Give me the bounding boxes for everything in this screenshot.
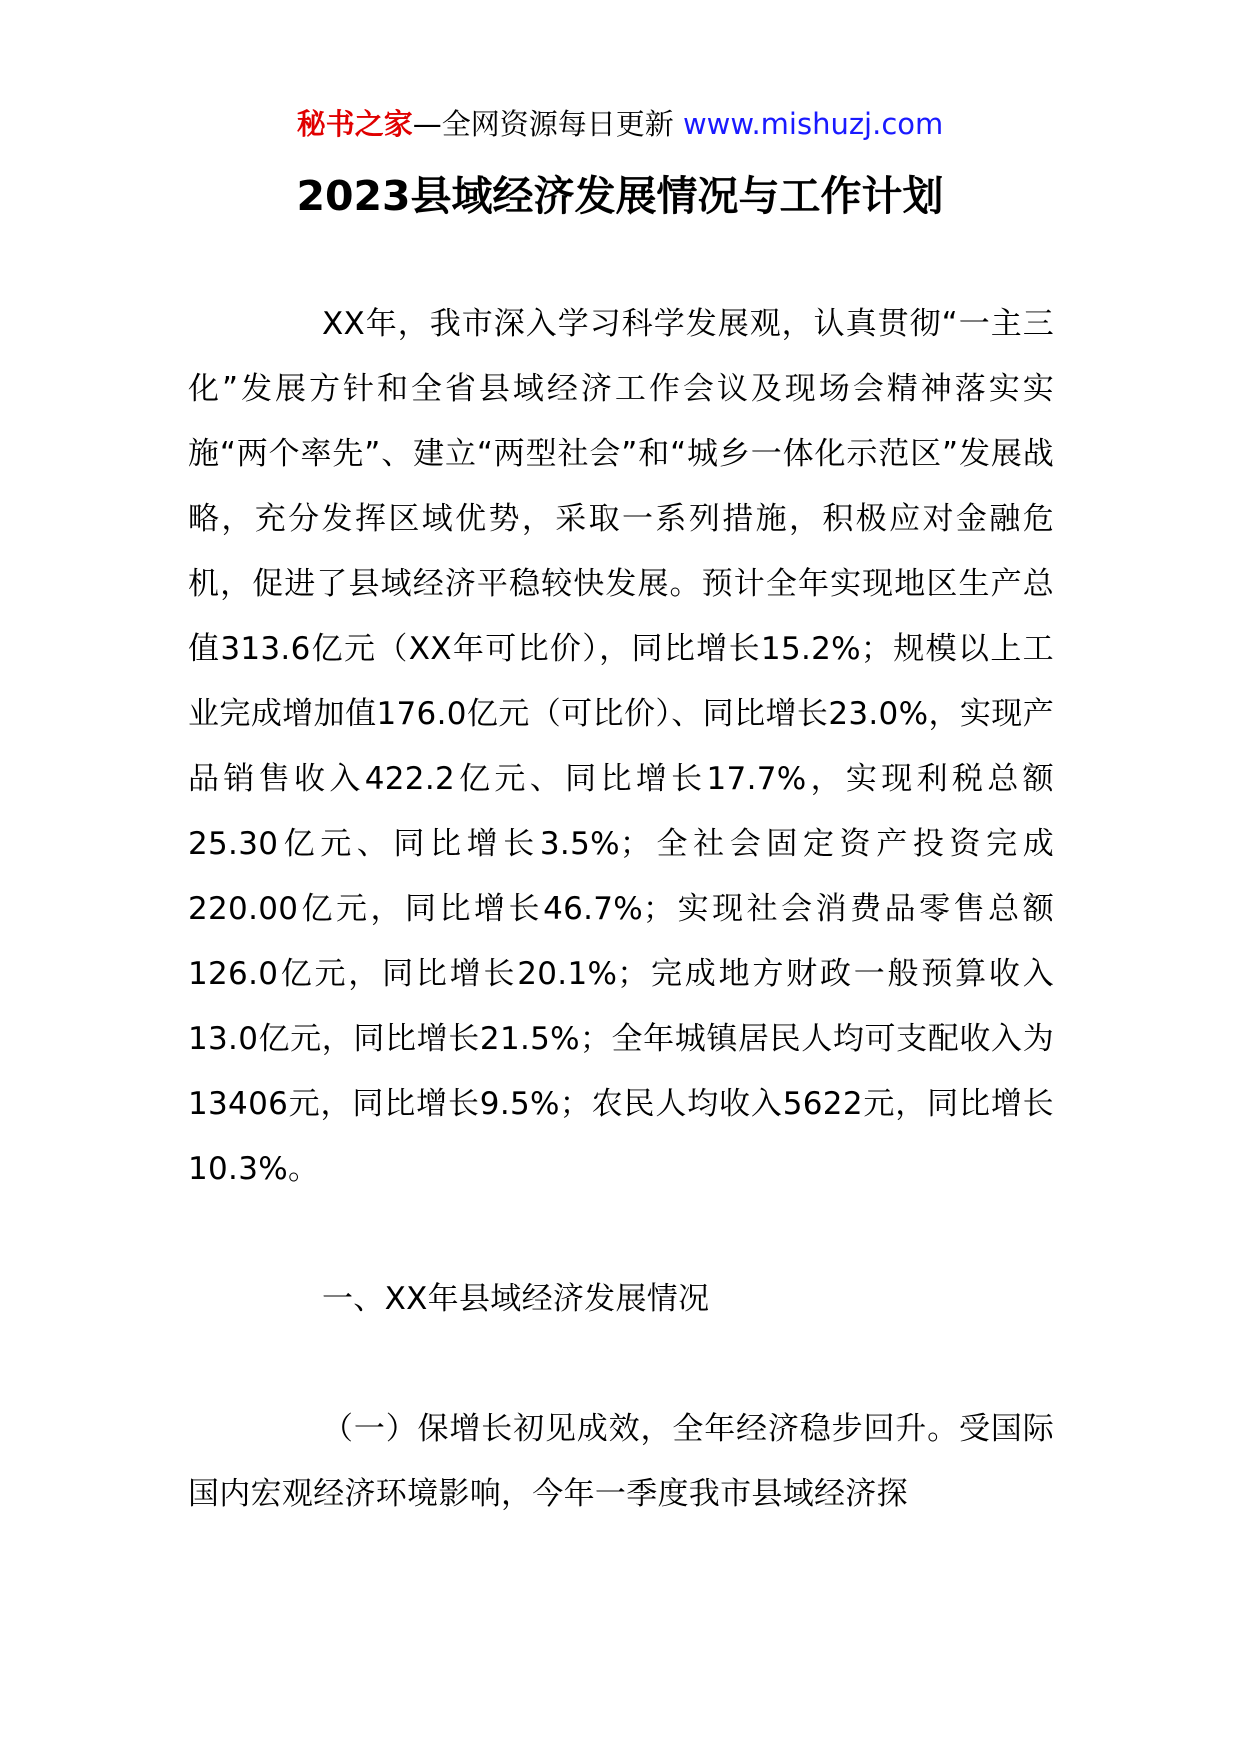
header-tagline: —全网资源每日更新 <box>412 107 674 141</box>
site-url-link[interactable]: www.mishuzj.com <box>682 107 944 141</box>
intro-paragraph: XX年，我市深入学习科学发展观，认真贯彻“一主三化”发展方针和全省县域经济工作会议及现场会精神落实实施“两个率先”、建立“两型社会”和“城乡一体化示范区”发展战略，充分发挥区域优势，采取一系列措施，积极应对金融危机，促进了县域经济平稳较快发展。预计全年实现地区生产总值313.6亿元（XX年可比价），同比增长15.2%；规模以上工业完成增加值176.0亿元（可比价）、同比增长23.0%，实现产品销售收入422.2亿元、同比增长17.7%，实现利税总额25.30亿元、同比增长3.5%；全社会固定资产投资完成220.00亿元，同比增长46.7%；实现社会消费品零售总额126.0亿元，同比增长20.1%；完成地方财政一般预算收入13.0亿元，同比增长21.5%；全年城镇居民人均可支配收入为13406元，同比增长9.5%；农民人均收入5622元，同比增长10.3%。 <box>188 306 1054 1187</box>
subsection-paragraph: （一）保增长初见成效，全年经济稳步回升。受国际国内宏观经济环境影响，今年一季度我市县域经济探 <box>188 1411 1054 1512</box>
brand-name: 秘书之家 <box>296 107 413 141</box>
site-header <box>0 104 1240 144</box>
section-heading: 一、XX年县域经济发展情况 <box>322 1281 710 1317</box>
document-body <box>188 292 1054 1527</box>
document-title: 2023县域经济发展情况与工作计划 <box>296 172 944 220</box>
